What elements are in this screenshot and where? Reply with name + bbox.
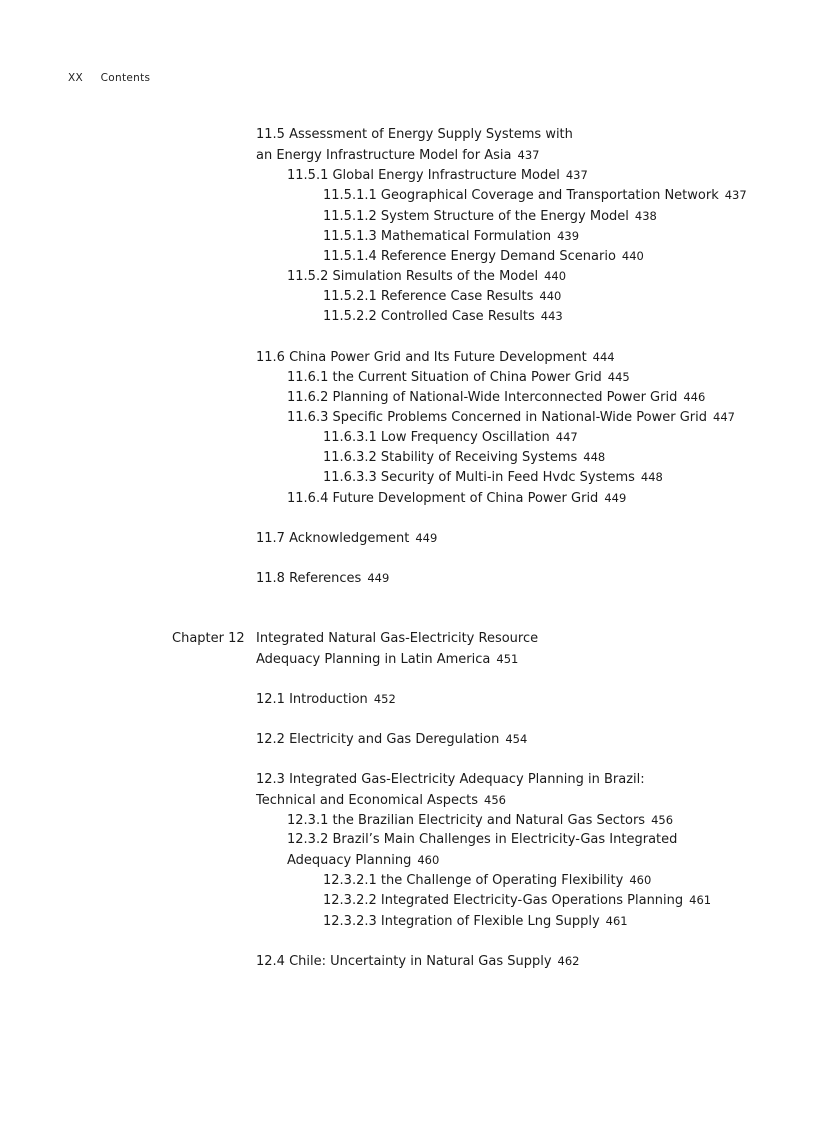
toc-entry-11-5-1-1[interactable] — [0, 185, 816, 205]
toc-entry-title: 12.2 Electricity and Gas Deregulation — [256, 732, 500, 748]
toc-page-number: 460 — [629, 873, 652, 888]
spacer — [0, 709, 816, 729]
toc-page-number: 440 — [544, 268, 567, 283]
toc-entry-chapter-12-continued[interactable] — [0, 649, 816, 669]
toc-page-number: 447 — [555, 430, 578, 445]
toc-page-number: 448 — [583, 450, 606, 465]
toc-page-number: 447 — [713, 409, 735, 424]
toc-page-number: 443 — [540, 309, 563, 324]
toc-entry-12-3-1[interactable] — [0, 810, 816, 830]
toc-entry-12-1[interactable] — [0, 689, 816, 709]
toc-entry-11-6-3-1[interactable] — [0, 427, 816, 447]
toc-entry-11-6[interactable] — [0, 347, 816, 367]
spacer — [0, 548, 816, 568]
toc-entry-title: 11.6.3.2 Stability of Receiving Systems — [323, 450, 578, 466]
toc-entry-title: 12.3.2.1 the Challenge of Operating Flexibility — [323, 873, 624, 889]
toc-page-number: 452 — [373, 691, 396, 706]
toc-entry-12-3-2-1[interactable] — [0, 870, 816, 890]
toc-entry-title: 12.3.2 Brazil’s Main Challenges in Electricity-Gas Integrated — [287, 831, 678, 847]
toc-entry-title: 11.5 Assessment of Energy Supply Systems with — [256, 127, 573, 142]
table-of-contents — [0, 125, 816, 971]
running-head-title: Contents — [100, 72, 151, 84]
toc-entry-title: 12.3.2.3 Integration of Flexible Lng Supply — [323, 913, 600, 929]
toc-entry-12-3-2[interactable] — [0, 830, 816, 850]
toc-entry-title: 11.6.3.1 Low Frequency Oscillation — [323, 430, 550, 446]
toc-entry-11-8[interactable] — [0, 568, 816, 588]
toc-entry-11-5-continued[interactable] — [0, 145, 816, 165]
toc-entry-11-6-3-2[interactable] — [0, 447, 816, 467]
toc-page-number: 437 — [517, 148, 540, 163]
toc-page-number: 437 — [565, 168, 588, 183]
toc-entry-title: 11.7 Acknowledgement — [256, 530, 410, 546]
chapter-label: Chapter 12 — [172, 630, 245, 646]
toc-entry-12-3[interactable] — [0, 770, 816, 790]
toc-entry-title: 11.6.4 Future Development of China Power Grid — [287, 490, 599, 506]
toc-entry-title: 11.5.2.2 Controlled Case Results — [323, 309, 535, 325]
toc-page-number: 440 — [539, 289, 562, 304]
toc-entry-title: 11.5.1.3 Mathematical Formulation — [323, 228, 552, 244]
toc-page-number: 461 — [689, 893, 712, 908]
toc-entry-title: 11.5.2 Simulation Results of the Model — [287, 268, 539, 284]
toc-page-number: 437 — [724, 188, 747, 203]
toc-entry-11-6-2[interactable] — [0, 387, 816, 407]
toc-page-number: 461 — [605, 913, 628, 928]
toc-page-number: 448 — [640, 470, 663, 485]
toc-page-number: 449 — [415, 530, 438, 545]
toc-entry-title: 11.5.2.1 Reference Case Results — [323, 289, 534, 305]
spacer — [0, 508, 816, 528]
toc-page-number: 462 — [557, 953, 580, 968]
spacer — [0, 931, 816, 951]
toc-entry-title: Adequacy Planning in Latin America — [256, 651, 491, 667]
toc-entry-11-5-2-2[interactable] — [0, 306, 816, 326]
toc-entry-title: 11.5.1 Global Energy Infrastructure Model — [287, 168, 560, 184]
toc-entry-title: Adequacy Planning — [287, 853, 412, 869]
spacer — [0, 326, 816, 346]
toc-page-number: 444 — [592, 349, 615, 364]
toc-page-number: 449 — [367, 571, 390, 586]
toc-entry-12-4[interactable] — [0, 951, 816, 971]
toc-entry-11-5-2[interactable] — [0, 266, 816, 286]
toc-entry-title: 11.6.2 Planning of National-Wide Interconnected Power Grid — [287, 389, 678, 405]
running-head — [68, 72, 150, 84]
toc-entry-title: 11.6 China Power Grid and Its Future Development — [256, 349, 587, 365]
toc-entry-title: 12.1 Introduction — [256, 691, 368, 707]
toc-entry-title: Integrated Natural Gas-Electricity Resource — [256, 630, 539, 646]
spacer — [0, 669, 816, 689]
toc-entry-title: 11.5.1.2 System Structure of the Energy Model — [323, 208, 629, 224]
toc-page-number: 438 — [634, 208, 657, 223]
toc-entry-chapter-12[interactable] — [0, 629, 816, 649]
toc-page-number: 451 — [496, 651, 519, 666]
toc-entry-11-5[interactable] — [0, 125, 816, 145]
toc-page-number: 439 — [557, 228, 580, 243]
toc-entry-12-3-continued[interactable] — [0, 790, 816, 810]
page-folio: XX — [68, 72, 83, 84]
toc-entry-title: 11.6.3.3 Security of Multi-in Feed Hvdc Systems — [323, 470, 635, 486]
toc-entry-12-3-2-continued[interactable] — [0, 850, 816, 870]
toc-entry-11-5-1-2[interactable] — [0, 206, 816, 226]
toc-entry-title: 12.3 Integrated Gas-Electricity Adequacy Planning in Brazil: — [256, 771, 645, 787]
toc-entry-11-5-1-3[interactable] — [0, 226, 816, 246]
toc-entry-title: 11.5.1.1 Geographical Coverage and Transportation Network — [323, 188, 719, 204]
toc-entry-11-6-3[interactable] — [0, 407, 816, 427]
toc-page-number: 445 — [607, 369, 630, 384]
toc-entry-title: 11.6.1 the Current Situation of China Power Grid — [287, 369, 602, 385]
toc-entry-11-6-4[interactable] — [0, 488, 816, 508]
toc-page-number: 456 — [484, 792, 506, 807]
spacer — [0, 588, 816, 628]
toc-page-number: 460 — [417, 853, 440, 868]
toc-entry-12-3-2-2[interactable] — [0, 890, 816, 910]
spacer — [0, 749, 816, 769]
toc-page-number: 456 — [651, 812, 674, 827]
toc-entry-title: 12.4 Chile: Uncertainty in Natural Gas Supply — [256, 953, 552, 969]
toc-entry-title: Technical and Economical Aspects — [256, 792, 478, 808]
toc-entry-11-6-3-3[interactable] — [0, 467, 816, 487]
toc-entry-11-7[interactable] — [0, 528, 816, 548]
toc-page-number: 446 — [683, 389, 706, 404]
toc-entry-11-5-1[interactable] — [0, 165, 816, 185]
toc-entry-11-5-2-1[interactable] — [0, 286, 816, 306]
toc-entry-11-5-1-4[interactable] — [0, 246, 816, 266]
toc-entry-12-3-2-3[interactable] — [0, 911, 816, 931]
toc-entry-title: 12.3.1 the Brazilian Electricity and Natural Gas Sectors — [287, 812, 646, 828]
toc-entry-title: 11.5.1.4 Reference Energy Demand Scenario — [323, 248, 616, 264]
toc-page-number: 454 — [505, 732, 528, 747]
toc-page-number: 440 — [621, 248, 644, 263]
toc-entry-title: 11.8 References — [256, 571, 362, 587]
toc-entry-title: 11.6.3 Specific Problems Concerned in National-Wide Power Grid — [287, 409, 708, 425]
toc-entry-title: 12.3.2.2 Integrated Electricity-Gas Operations Planning — [323, 893, 684, 909]
toc-entry-12-2[interactable] — [0, 729, 816, 749]
toc-page-number: 449 — [604, 490, 627, 505]
toc-entry-11-6-1[interactable] — [0, 367, 816, 387]
toc-entry-title: an Energy Infrastructure Model for Asia — [256, 148, 512, 164]
